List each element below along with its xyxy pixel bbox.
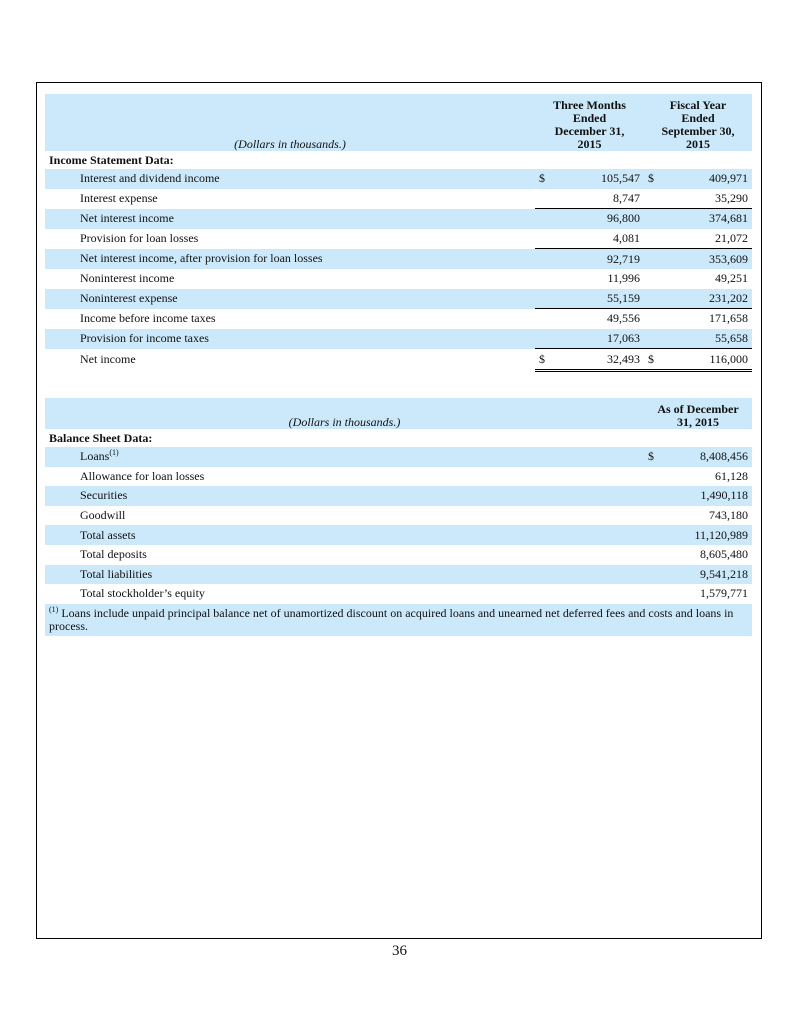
table-row	[45, 506, 752, 526]
balance-section-title: Balance Sheet Data:	[49, 430, 153, 445]
row-label: Interest and dividend income	[45, 169, 535, 189]
table-row	[45, 486, 752, 506]
row-label: Net income	[80, 352, 136, 367]
row-label: Provision for loan losses	[80, 231, 199, 246]
row-label: Securities	[45, 486, 644, 506]
footnote-row	[45, 604, 752, 636]
table-row	[45, 289, 752, 309]
income-col2-header: Fiscal Year Ended September 30, 2015	[644, 94, 752, 151]
table-row	[45, 525, 752, 545]
row-value: 1,490,118	[658, 486, 752, 506]
table-row	[45, 329, 752, 349]
row-value: 96,800	[551, 209, 644, 229]
row-value: 11,996	[607, 271, 640, 286]
table-row	[45, 169, 752, 189]
footnote-marker: (1)	[49, 604, 59, 614]
table-row	[45, 565, 752, 585]
row-value: 49,556	[607, 311, 640, 326]
currency-symbol: $	[644, 169, 658, 189]
row-label: Income before income taxes	[80, 311, 216, 326]
table-row	[45, 309, 752, 329]
table-row	[45, 584, 752, 604]
row-value: 743,180	[709, 508, 748, 523]
row-label: Interest expense	[80, 191, 158, 206]
row-label: Noninterest expense	[45, 289, 535, 309]
page-number: 36	[392, 943, 407, 959]
row-label: Total assets	[45, 525, 644, 545]
row-value: 116,000	[658, 349, 752, 371]
row-value: 8,408,456	[658, 447, 752, 467]
row-value: 8,747	[551, 189, 644, 209]
row-value: 32,493	[551, 349, 644, 371]
table-row	[45, 189, 752, 209]
row-value: 49,251	[715, 271, 748, 286]
row-value: 9,541,218	[658, 565, 752, 585]
row-value: 171,658	[709, 311, 748, 326]
row-label: Allowance for loan losses	[80, 468, 205, 483]
row-label: Noninterest income	[80, 271, 175, 286]
table-row	[45, 249, 752, 269]
row-value: 231,202	[658, 289, 752, 309]
row-value: 92,719	[551, 249, 644, 269]
row-value: 374,681	[658, 209, 752, 229]
row-value: 105,547	[551, 169, 644, 189]
row-label: Total stockholder’s equity	[80, 586, 205, 601]
income-header-row	[45, 94, 752, 151]
row-value: 61,128	[715, 468, 748, 483]
balance-col-header: As of December 31, 2015	[644, 398, 752, 429]
table-row	[45, 545, 752, 565]
row-value: 409,971	[658, 169, 752, 189]
row-value: 353,609	[658, 249, 752, 269]
currency-symbol: $	[644, 349, 658, 371]
income-section-title-row	[45, 151, 752, 169]
row-value: 4,081	[551, 229, 644, 249]
currency-symbol: $	[535, 169, 551, 189]
row-label: Provision for income taxes	[45, 329, 535, 349]
income-section-title: Income Statement Data:	[49, 152, 174, 167]
row-value: 11,120,989	[658, 525, 752, 545]
currency-symbol: $	[535, 349, 551, 371]
table-row	[45, 467, 752, 487]
row-value: 8,605,480	[700, 547, 748, 562]
row-label: Goodwill	[80, 508, 126, 523]
table-row	[45, 209, 752, 229]
income-units-label: (Dollars in thousands.)	[45, 94, 535, 151]
footnote-text: Loans include unpaid principal balance net of unamortized discount on acquired loans and unearned net deferred fees and costs and loans in process.	[49, 605, 734, 633]
footnote-ref: (1)	[109, 448, 119, 458]
row-value: 1,579,771	[700, 586, 748, 601]
income-col1-header: Three Months Ended December 31, 2015	[535, 94, 644, 151]
balance-section-title-row	[45, 429, 752, 447]
table-row	[45, 229, 752, 249]
row-value: 17,063	[551, 329, 644, 349]
row-label: Net interest income, after provision for loan losses	[45, 249, 535, 269]
balance-header-row	[45, 398, 752, 429]
row-label: Total deposits	[80, 547, 147, 562]
balance-sheet-table	[45, 398, 752, 636]
table-row	[45, 349, 752, 371]
income-statement-table	[45, 94, 752, 372]
row-value: 21,072	[658, 229, 752, 249]
row-value: 55,159	[551, 289, 644, 309]
balance-units-label: (Dollars in thousands.)	[45, 398, 644, 429]
row-value: 55,658	[658, 329, 752, 349]
row-value: 35,290	[658, 189, 752, 209]
row-label: Loans$^{(1)}$	[45, 447, 644, 467]
footnote	[45, 604, 752, 636]
table-row	[45, 447, 752, 467]
row-label: Total liabilities	[45, 565, 644, 585]
row-label: Net interest income	[45, 209, 535, 229]
currency-symbol: $	[644, 447, 658, 467]
table-row	[45, 269, 752, 289]
